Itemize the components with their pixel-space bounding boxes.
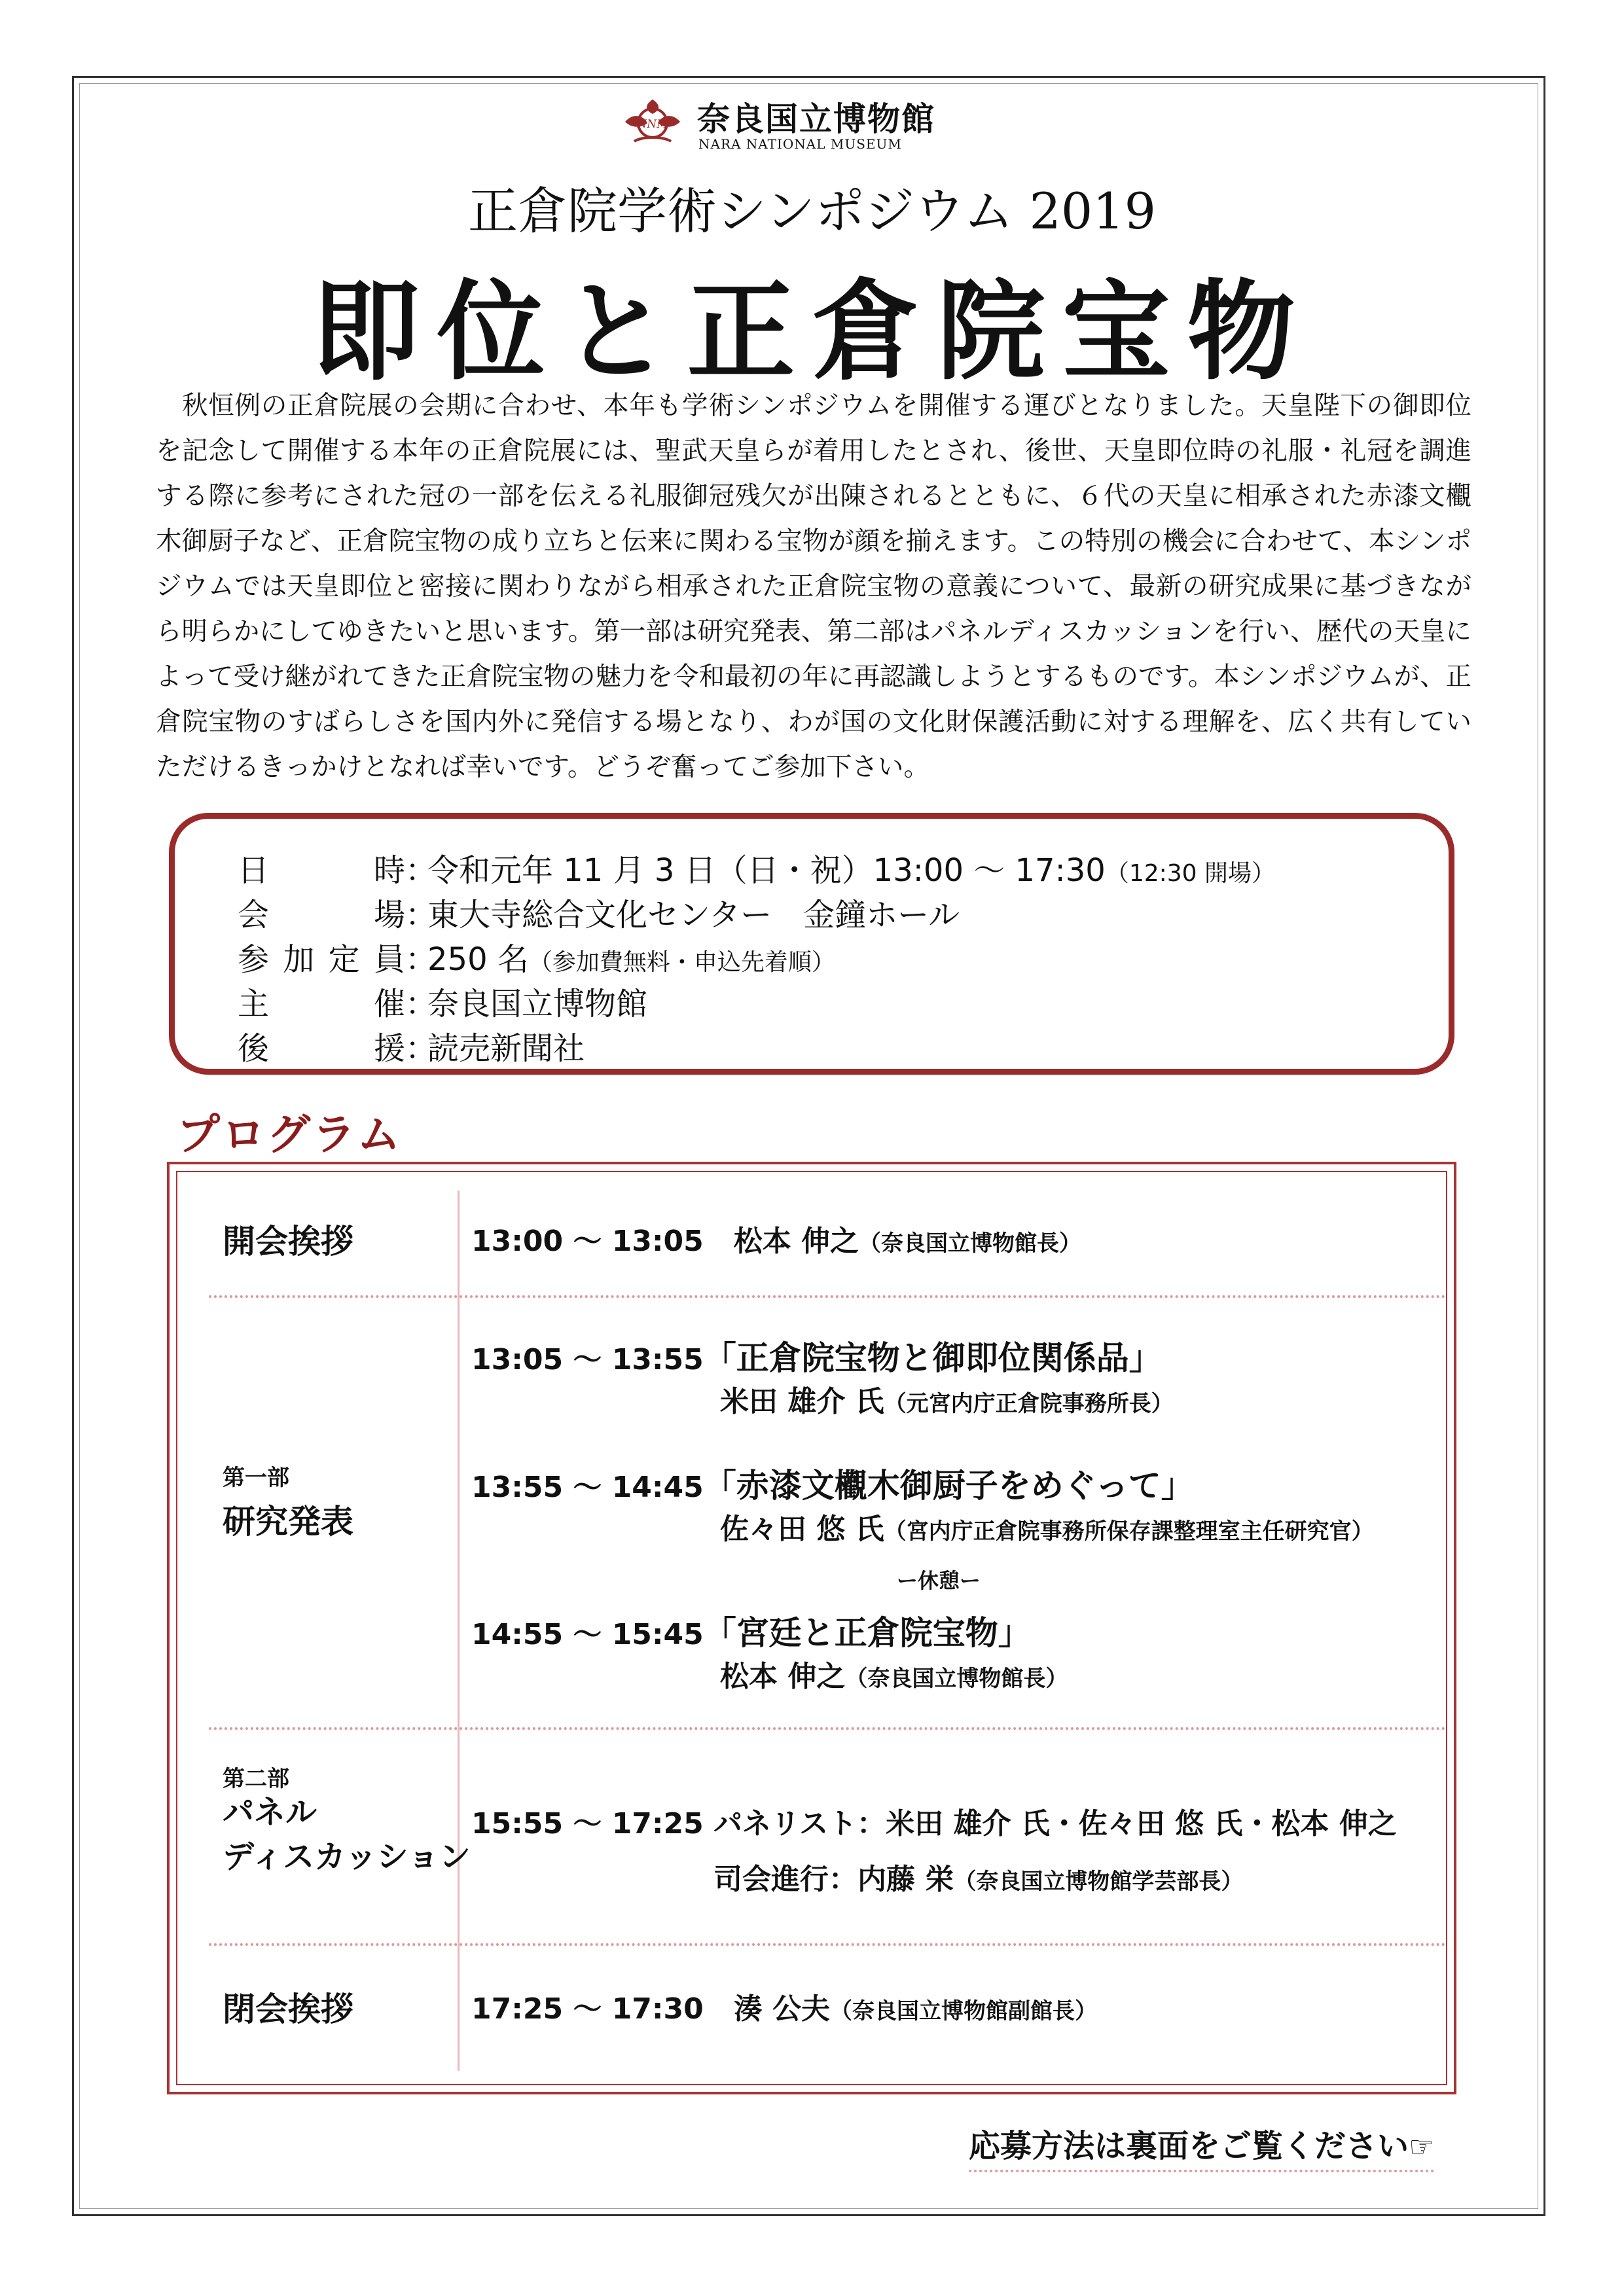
program-heading: プログラム xyxy=(177,1109,403,1160)
museum-logo xyxy=(619,92,946,157)
talk-3-title: 「宮廷と正倉院宝物」 xyxy=(703,1614,1031,1652)
talk-1-time: 13:05 ～ 13:55 xyxy=(471,1343,704,1376)
program-row-divider xyxy=(209,1943,1446,1946)
part1-label: 研究発表 xyxy=(223,1503,353,1541)
talk-1-affiliation: （元宮内庁正倉院事務所長） xyxy=(884,1391,1174,1417)
part2-moderator-line xyxy=(713,1856,1243,1897)
part2-moderator: 司会進行：内藤 栄 xyxy=(713,1863,954,1896)
part2-moderator-affiliation: （奈良国立博物館学芸部長） xyxy=(954,1869,1244,1895)
info-colon: ： xyxy=(405,897,437,933)
closing-label: 閉会挨拶 xyxy=(223,1990,353,2028)
talk-3-speaker: 松本 伸之 xyxy=(720,1660,846,1693)
part2-panelists: パネリスト：米田 雄介 氏・佐々田 悠 氏・松本 伸之 xyxy=(713,1807,1397,1840)
info-row-date xyxy=(238,845,1275,889)
museum-emblem-icon xyxy=(619,96,687,151)
info-colon: ： xyxy=(405,941,437,978)
info-row-support xyxy=(238,1023,585,1067)
intro-paragraph: 秋恒例の正倉院展の会期に合わせ、本年も学術シンポジウムを開催する運びとなりました。天皇陛下の御即位を記念して開催する本年の正倉院展には、聖武天皇らが着用したとされ、後世、天皇即位時の礼服・礼冠を調進する際に参考にされた冠の一部を伝える礼服御冠残欠が出陳されるとともに、６代の天皇に相承された赤漆文欟木御厨子など、正倉院宝物の成り立ちと伝来に関わる宝物が顔を揃えます。この特別の機会に合わせて、本シンポジウムでは天皇即位と密接に関わりながら相承された正倉院宝物の意義について、最新の研究成果に基づきながら明らかにしてゆきたいと思います。第一部は研究発表、第二部はパネルディスカッションを行い、歴代の天皇によって受け継がれてきた正倉院宝物の魅力を令和最初の年に再認識しようとするものです。本シンポジウムが、正倉院宝物のすばらしさを国内外に発信する場となり、わが国の文化財保護活動に対する理解を、広く共有していただけるきっかけとなれば幸いです。どうぞ奮ってご参加下さい。 xyxy=(156,391,1472,782)
talk-1-title: 「正倉院宝物と御即位関係品」 xyxy=(703,1339,1162,1377)
logo-mark-text: NNM xyxy=(637,118,668,131)
opening-line xyxy=(471,1217,1081,1259)
info-label: 後 援 xyxy=(238,1030,405,1067)
event-info-box xyxy=(169,813,1454,1075)
info-label: 主 催 xyxy=(238,986,405,1022)
info-label: 日 時 xyxy=(238,852,405,889)
symposium-subtitle: 正倉院学術シンポジウム 2019 xyxy=(468,182,1156,240)
page-title: 即位と正倉院宝物 xyxy=(312,269,1312,395)
part1-label-small: 第一部 xyxy=(223,1465,289,1491)
talk-3-line xyxy=(471,1607,1031,1654)
part2-label-line1: パネル xyxy=(223,1794,317,1831)
info-colon: ： xyxy=(405,852,437,889)
logo-name-en: NARA NATIONAL MUSEUM xyxy=(698,136,902,152)
program-row-divider xyxy=(209,1727,1446,1730)
talk-2-affiliation: （宮内庁正倉院事務所保存課整理室主任研究官） xyxy=(884,1518,1374,1545)
talk-2-time: 13:55 ～ 14:45 xyxy=(471,1471,704,1504)
program-column-divider xyxy=(458,1191,460,2071)
talk-2-line xyxy=(471,1460,1194,1507)
opening-time: 13:00 ～ 13:05 xyxy=(471,1225,704,1258)
info-value: 読売新聞社 xyxy=(427,1030,585,1067)
info-note: （12:30 開場） xyxy=(1105,860,1276,887)
part2-time: 15:55 ～ 17:25 xyxy=(471,1807,704,1840)
footer-note xyxy=(969,2121,1434,2172)
talk-2-speaker-line xyxy=(720,1505,1374,1547)
break-label: ー休憩ー xyxy=(897,1568,981,1593)
pointing-hand-icon: ☞ xyxy=(1409,2130,1435,2164)
talk-3-affiliation: （奈良国立博物館長） xyxy=(845,1666,1068,1692)
info-row-host xyxy=(238,978,647,1023)
talk-1-line xyxy=(471,1332,1162,1379)
talk-1-speaker: 米田 雄介 氏 xyxy=(720,1385,884,1418)
info-label: 会 場 xyxy=(238,897,405,933)
logo-name-jp: 奈良国立博物館 xyxy=(697,99,935,138)
part2-label-small: 第二部 xyxy=(223,1766,289,1792)
talk-1-speaker-line xyxy=(720,1378,1174,1420)
info-value: 東大寺総合文化センター 金鐘ホール xyxy=(427,897,960,933)
talk-3-time: 14:55 ～ 15:45 xyxy=(471,1618,704,1651)
info-value: 250 名 xyxy=(427,941,529,978)
info-note: （参加費無料・申込先着順） xyxy=(528,949,835,976)
part2-label-line2: ディスカッション xyxy=(223,1839,471,1875)
closing-time: 17:25 ～ 17:30 xyxy=(471,1992,704,2026)
talk-3-speaker-line xyxy=(720,1653,1068,1695)
opening-label: 開会挨拶 xyxy=(223,1223,353,1261)
opening-speaker: 松本 伸之 xyxy=(733,1225,859,1258)
info-row-venue xyxy=(238,889,960,934)
talk-2-speaker: 佐々田 悠 氏 xyxy=(720,1513,884,1546)
talk-2-title: 「赤漆文欟木御厨子をめぐって」 xyxy=(703,1467,1194,1505)
info-row-capacity xyxy=(238,934,835,978)
info-value: 令和元年 11 月 3 日（日・祝）13:00 ～ 17:30 xyxy=(427,852,1106,889)
closing-affiliation: （奈良国立博物館副館長） xyxy=(830,1998,1098,2024)
footer-note-text: 応募方法は裏面をご覧ください xyxy=(969,2128,1409,2164)
info-value: 奈良国立博物館 xyxy=(427,986,648,1022)
info-label: 参加定員 xyxy=(238,941,405,978)
closing-line xyxy=(471,1985,1097,2027)
opening-affiliation: （奈良国立博物館長） xyxy=(859,1230,1082,1257)
closing-speaker: 湊 公夫 xyxy=(733,1992,831,2026)
program-row-divider xyxy=(209,1295,1446,1298)
info-colon: ： xyxy=(405,1030,437,1067)
info-colon: ： xyxy=(405,986,437,1022)
